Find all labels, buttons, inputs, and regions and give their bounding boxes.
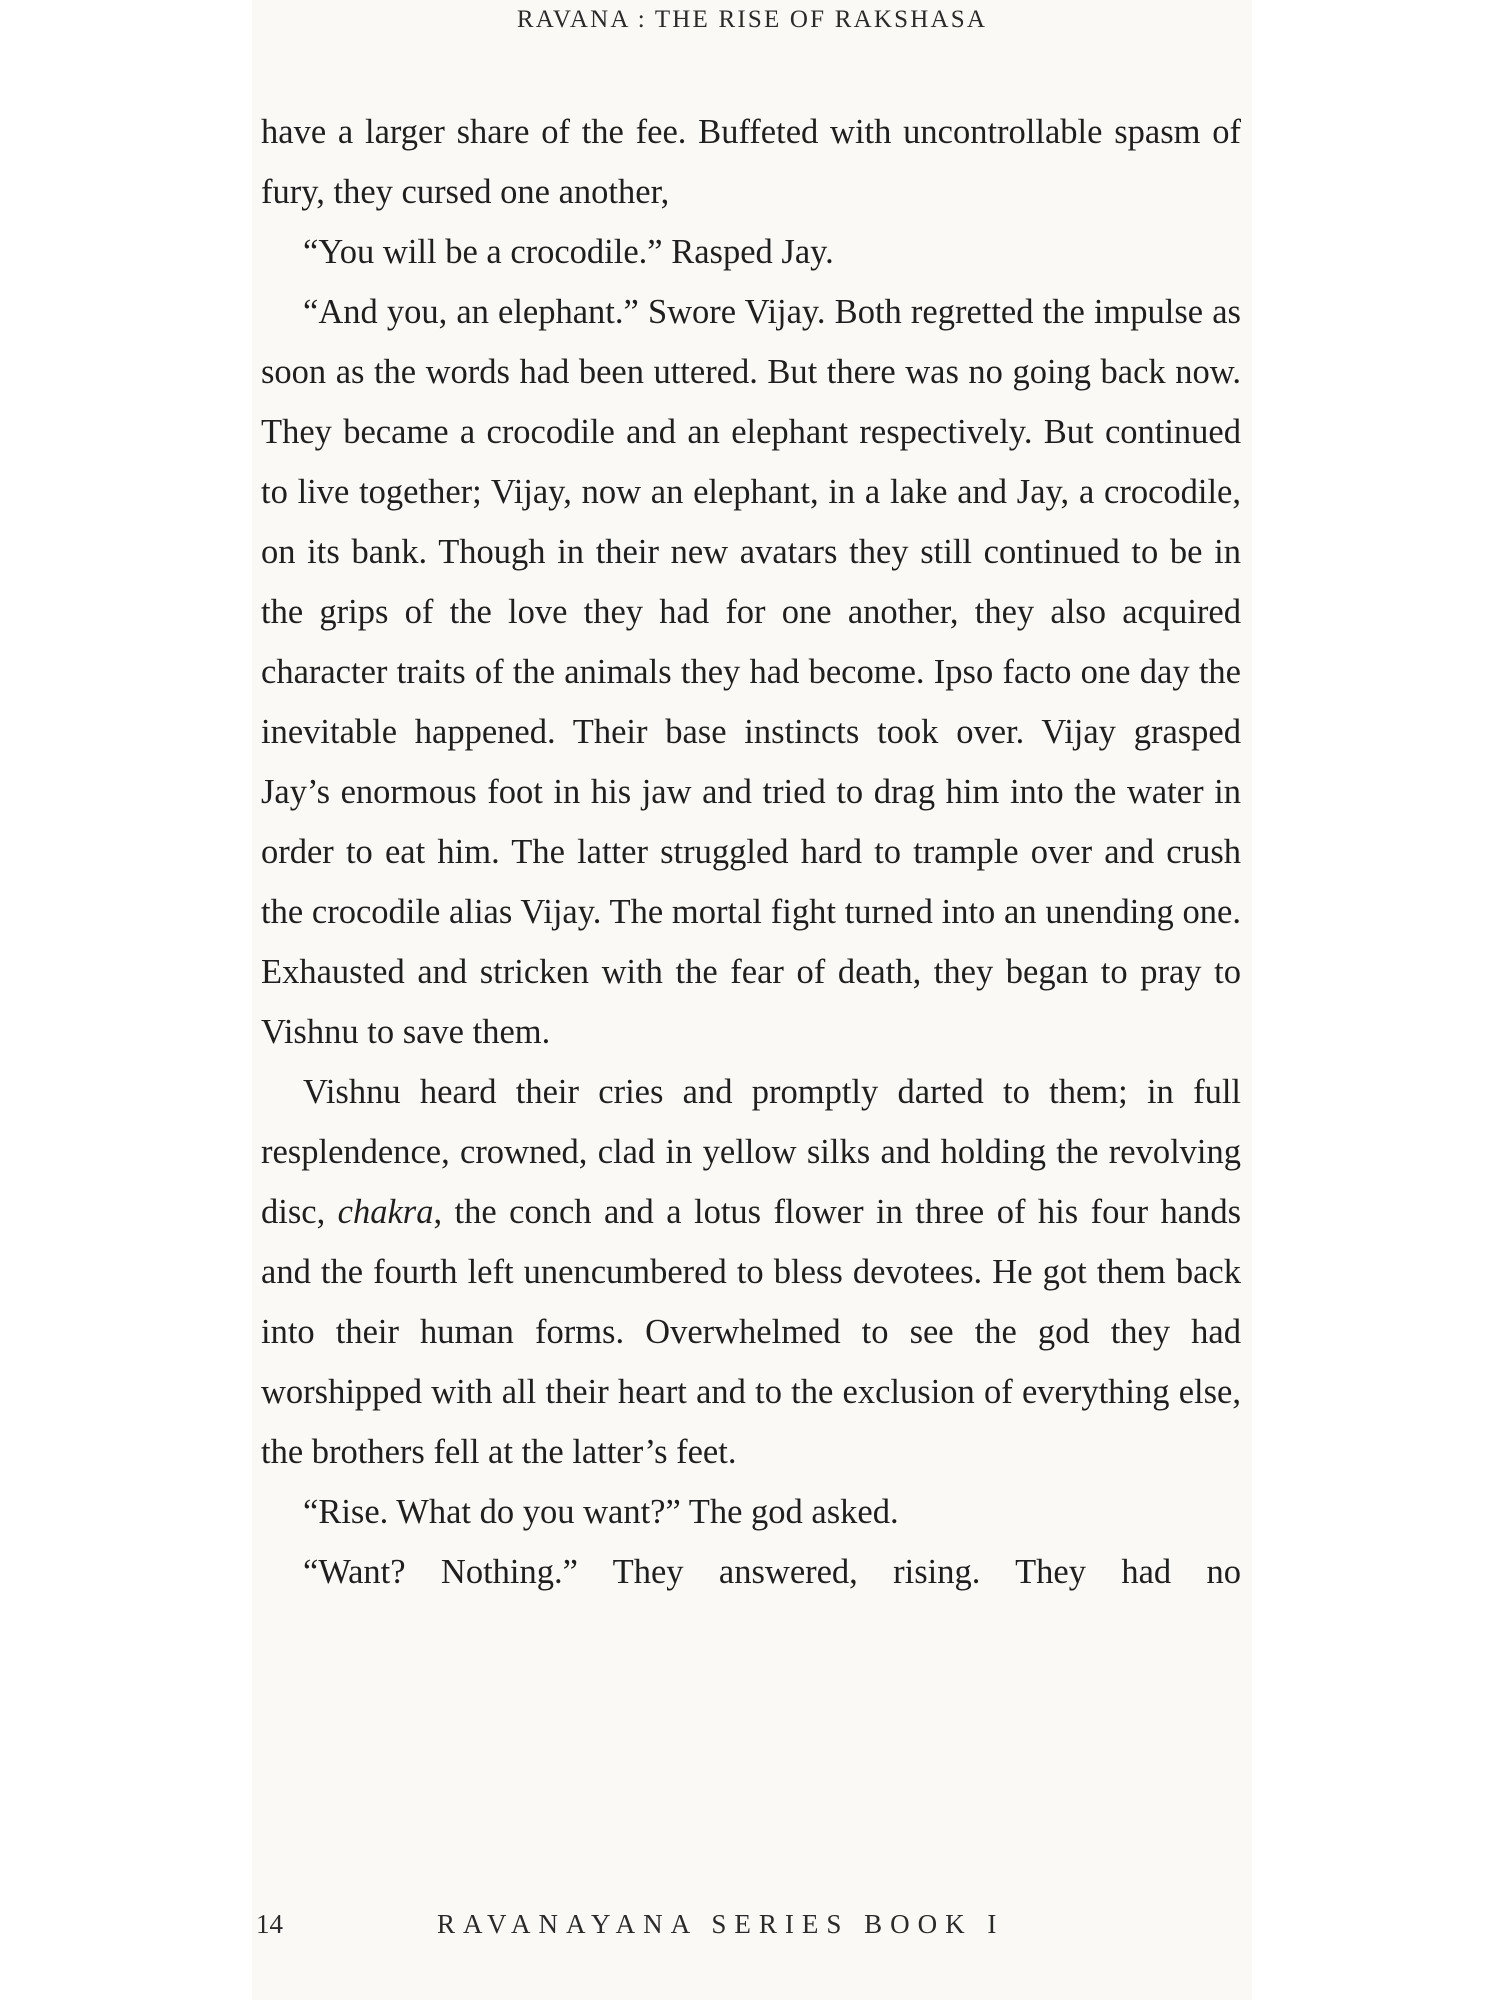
paragraph-3: “And you, an elephant.” Swore Vijay. Both regretted the impulse as soon as the words had been uttered. But there was no going back now. They became a crocodile and an elephant respectively. But continued to live together; Vijay, now an elephant, in a lake and Jay, a crocodile, on its bank. Though in their new avatars they still continued to be in the grips of the love they had for one another, they also acquired character traits of the animals they had become. Ipso facto one day the inevitable happened. Their base instincts took over. Vijay grasped Jay’s enormous foot in his jaw and tried to drag him into the water in order to eat him. The latter struggled hard to trample over and crush the crocodile alias Vijay. The mortal fight turned into an unending one. Exhausted and stricken with the fear of death, they began to pray to Vishnu to save them. (261, 293, 1241, 1051)
running-header: RAVANA : THE RISE OF RAKSHASA (516, 6, 988, 33)
body-text (261, 102, 1241, 1602)
paragraph-4-part-2: , the conch and a lotus flower in three of his four hands and the fourth left unencumbered to bless devotees. He got them back into their human forms. Overwhelmed to see the god they had worshipped with all their heart and to the exclusion of everything else, the brothers fell at the latter’s feet. (261, 1193, 1241, 1471)
series-title: RAVANAYANA SERIES BOOK I (437, 1909, 1005, 1939)
paragraph-4 (261, 1062, 1241, 1482)
paragraph-6: “Want? Nothing.” They answered, rising. They had no (303, 1553, 1241, 1591)
paragraph-4-part-1: Vishnu heard their cries and promptly darted to them; in full resplendence, crowned, clad in yellow silks and holding the revolving disc, (261, 1073, 1241, 1231)
chakra-term: chakra (337, 1193, 434, 1231)
page-number: 14 (256, 1909, 283, 1939)
book-page (252, 0, 1252, 2000)
paragraph-1: have a larger share of the fee. Buffeted with uncontrollable spasm of fury, they cursed one another, (261, 113, 1241, 211)
paragraph-5: “Rise. What do you want?” The god asked. (303, 1493, 899, 1531)
paragraph-2: “You will be a crocodile.” Rasped Jay. (303, 233, 834, 271)
